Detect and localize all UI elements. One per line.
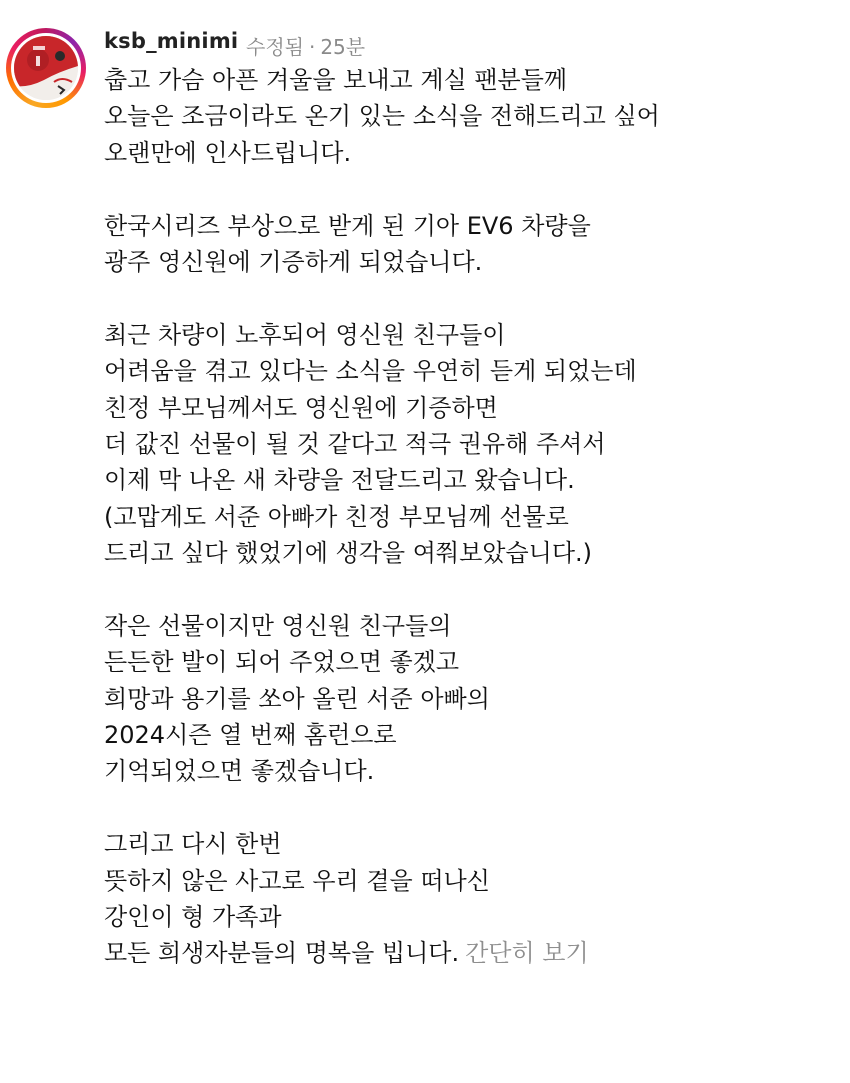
body-line [104,353,824,389]
meta-separator: · [308,35,316,59]
body-line-text: 오늘은 조금이라도 온기 있는 소식을 전해드리고 싶어 [104,102,660,131]
body-line-text: 기억되었으면 좋겠습니다. [104,757,375,786]
body-line [104,681,824,717]
avatar-frame [11,33,81,103]
paragraph-gap [104,280,824,316]
body-line [104,98,824,134]
body-line [104,935,824,971]
body-line-text: 광주 영신원에 기증하게 되었습니다. [104,247,483,276]
body-line-text: 친정 부모님께서도 영신원에 기증하면 [104,393,498,422]
body-line [104,390,824,426]
body-line-text: (고맙게도 서준 아빠가 친정 부모님께 선물로 [104,502,569,531]
body-line-text: 최근 차량이 노후되어 영신원 친구들이 [104,320,506,349]
post-meta [246,31,365,60]
username[interactable]: ksb_minimi [104,29,239,53]
body-line-text: 강인이 형 가족과 [104,902,282,931]
body-line-text: 더 값진 선물이 될 것 같다고 적극 권유해 주셔서 [104,429,606,458]
body-line-text: 2024시즌 열 번째 홈런으로 [104,721,397,750]
paragraph-gap [104,171,824,207]
body-line [104,644,824,680]
body-line-text: 든든한 발이 되어 주었으면 좋겠고 [104,648,460,677]
body-line-text: 한국시리즈 부상으로 받게 된 기아 EV6 차량을 [104,211,591,240]
body-line-text: 드리고 싶다 했었기에 생각을 여쭤보았습니다.) [104,539,593,568]
collapse-link[interactable]: 간단히 보기 [465,939,589,968]
body-line-text: 어려움을 겪고 있다는 소식을 우연히 듣게 되었는데 [104,357,637,386]
edited-label: 수정됨 [246,35,304,59]
body-line-text: 춥고 가슴 아픈 겨울을 보내고 계실 팬분들께 [104,66,568,94]
avatar[interactable] [14,36,78,100]
body-line [104,62,824,98]
body-line-text: 작은 선물이지만 영신원 친구들의 [104,611,452,640]
body-line-text: 이제 막 나온 새 차량을 전달드리고 왔습니다. [104,466,575,495]
body-line [104,317,824,353]
body-line-text: 모든 희생자분들의 명복을 빕니다. [104,939,460,968]
body-line-text: 그리고 다시 한번 [104,830,282,859]
body-line [104,753,824,789]
timestamp[interactable]: 25분 [320,35,366,59]
body-line-text: 뜻하지 않은 사고로 우리 곁을 떠나신 [104,866,490,895]
paragraph-gap [104,790,824,826]
body-line [104,208,824,244]
post-body [104,62,824,972]
story-ring[interactable] [6,28,86,108]
body-line [104,244,824,280]
body-line [104,462,824,498]
body-line [104,426,824,462]
body-line-text: 오랜만에 인사드립니다. [104,138,352,167]
avatar-image [14,36,78,100]
body-line [104,135,824,171]
body-line [104,608,824,644]
body-line [104,826,824,862]
paragraph-gap [104,571,824,607]
body-line [104,499,824,535]
body-line [104,535,824,571]
body-line [104,899,824,935]
body-line [104,863,824,899]
body-line-text: 희망과 용기를 쏘아 올린 서준 아빠의 [104,684,490,713]
body-line [104,717,824,753]
